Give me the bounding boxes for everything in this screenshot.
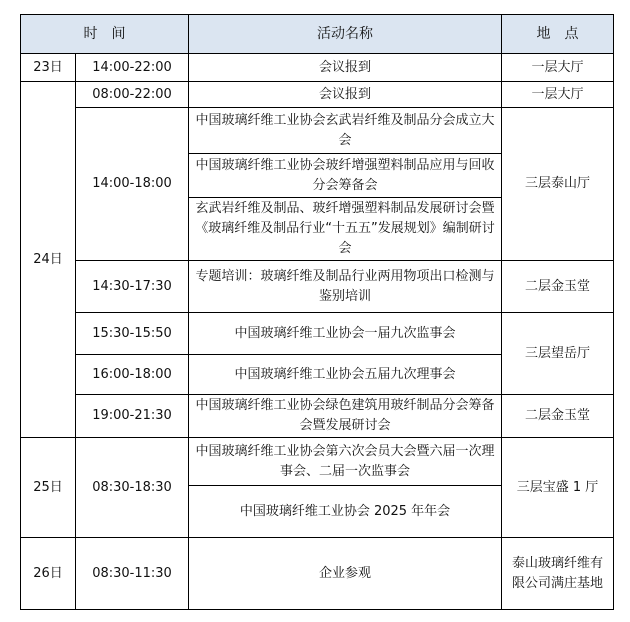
venue-cell: 二层金玉堂 [502, 395, 614, 438]
time-cell: 19:00-21:30 [76, 395, 189, 438]
header-time: 时 间 [21, 15, 189, 54]
day-cell: 23日 [21, 54, 76, 82]
time-cell: 14:00-18:00 [76, 108, 189, 261]
event-cell: 企业参观 [189, 538, 502, 610]
event-cell: 玄武岩纤维及制品、玻纤增强塑料制品发展研讨会暨《玻璃纤维及制品行业“十五五”发展规划》编制研讨会 [189, 198, 502, 261]
table-row [21, 538, 614, 610]
event-cell: 中国玻璃纤维工业协会第六次会员大会暨六届一次理事会、二届一次监事会 [189, 438, 502, 486]
table-header [21, 15, 614, 54]
table-row [21, 82, 614, 108]
time-cell: 08:00-22:00 [76, 82, 189, 108]
time-cell: 14:30-17:30 [76, 261, 189, 313]
time-cell: 08:30-18:30 [76, 438, 189, 538]
event-cell: 中国玻璃纤维工业协会绿色建筑用玻纤制品分会筹备会暨发展研讨会 [189, 395, 502, 438]
day-cell: 25日 [21, 438, 76, 538]
time-cell: 15:30-15:50 [76, 313, 189, 355]
event-cell: 会议报到 [189, 54, 502, 82]
venue-cell: 泰山玻璃纤维有限公司满庄基地 [502, 538, 614, 610]
venue-cell: 三层宝盛 1 厅 [502, 438, 614, 538]
venue-cell: 三层望岳厅 [502, 313, 614, 395]
table-row [21, 108, 614, 154]
venue-cell: 二层金玉堂 [502, 261, 614, 313]
event-cell: 会议报到 [189, 82, 502, 108]
venue-cell: 一层大厅 [502, 54, 614, 82]
time-cell: 16:00-18:00 [76, 355, 189, 395]
event-cell: 中国玻璃纤维工业协会玻纤增强塑料制品应用与回收分会筹备会 [189, 154, 502, 198]
event-cell: 中国玻璃纤维工业协会玄武岩纤维及制品分会成立大会 [189, 108, 502, 154]
header-row [21, 15, 614, 54]
day-cell: 26日 [21, 538, 76, 610]
event-cell: 中国玻璃纤维工业协会五届九次理事会 [189, 355, 502, 395]
venue-cell: 三层泰山厅 [502, 108, 614, 261]
table-row [21, 395, 614, 438]
time-cell: 08:30-11:30 [76, 538, 189, 610]
table-body [21, 54, 614, 610]
event-cell: 专题培训：玻璃纤维及制品行业两用物项出口检测与鉴别培训 [189, 261, 502, 313]
header-venue: 地 点 [502, 15, 614, 54]
table-row [21, 54, 614, 82]
event-cell: 中国玻璃纤维工业协会一届九次监事会 [189, 313, 502, 355]
schedule-table [20, 14, 614, 610]
header-event: 活动名称 [189, 15, 502, 54]
table-row [21, 261, 614, 313]
table-row [21, 313, 614, 355]
venue-cell: 一层大厅 [502, 82, 614, 108]
event-cell: 中国玻璃纤维工业协会 2025 年年会 [189, 486, 502, 538]
table-row [21, 438, 614, 486]
day-cell: 24日 [21, 82, 76, 438]
time-cell: 14:00-22:00 [76, 54, 189, 82]
